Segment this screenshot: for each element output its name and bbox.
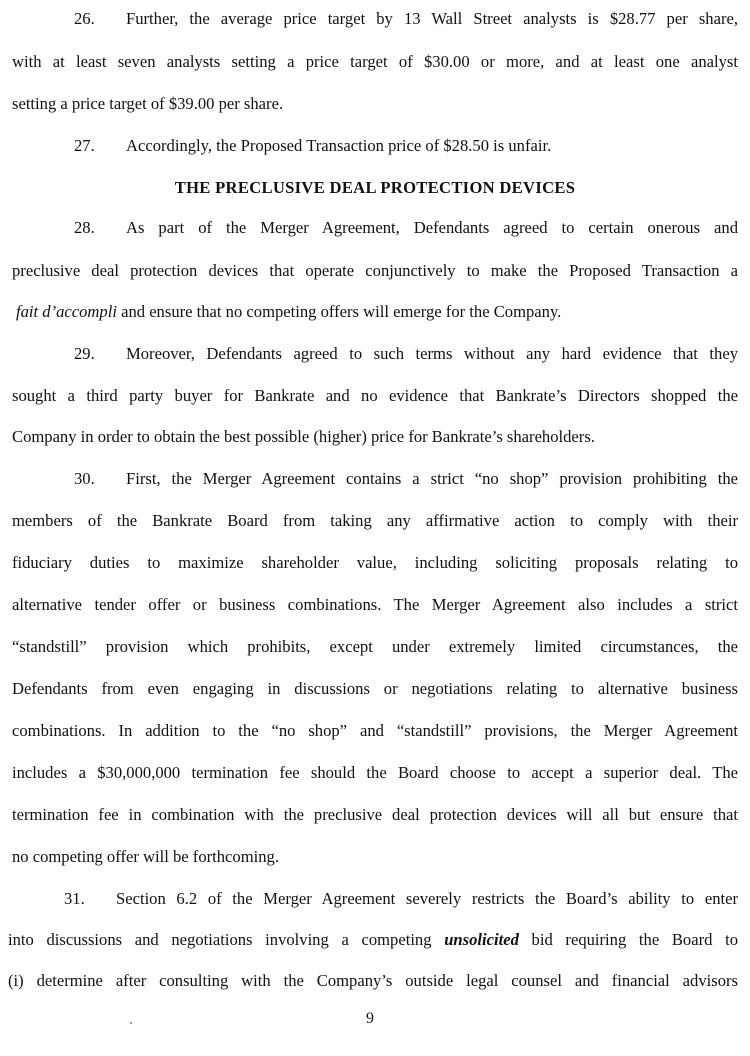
paragraph-30-line-4: alternative tender offer or business combinations. The Merger Agreement also includes a strict (12, 595, 738, 614)
paragraph-26-line-1 (74, 9, 738, 29)
paragraph-27-line-1 (74, 136, 738, 156)
paragraph-text: First, the Merger Agreement contains a strict “no shop” provision prohibiting the (126, 469, 738, 488)
paragraph-text: Further, the average price target by 13 Wall Street analysts is $28.77 per share, (126, 9, 738, 28)
paragraph-29-line-1 (74, 344, 738, 364)
paragraph-30-line-6: Defendants from even engaging in discussions or negotiations relating to alternative business (12, 679, 738, 698)
paragraph-text: into discussions and negotiations involving a competing (8, 930, 445, 949)
paragraph-30-line-3: fiduciary duties to maximize shareholder value, including soliciting proposals relating to (12, 553, 738, 572)
paragraph-text: bid requiring the Board to (518, 930, 738, 949)
paragraph-text: and ensure that no competing offers will emerge for the Company. (116, 302, 562, 321)
paragraph-28-line-1 (74, 218, 738, 238)
paragraph-26-line-2: with at least seven analysts setting a price target of $30.00 or more, and at least one analyst (12, 52, 738, 71)
paragraph-30-line-7: combinations. In addition to the “no shop” and “standstill” provisions, the Merger Agreement (12, 721, 738, 740)
emphasized-word: unsolicited (444, 930, 519, 949)
paragraph-text: Section 6.2 of the Merger Agreement severely restricts the Board’s ability to enter (116, 889, 738, 908)
paragraph-text: Moreover, Defendants agreed to such terms without any hard evidence that they (126, 344, 738, 363)
section-heading: THE PRECLUSIVE DEAL PROTECTION DEVICES (174, 178, 576, 197)
paragraph-30-line-8: includes a $30,000,000 termination fee should the Board choose to accept a superior deal. The (12, 763, 738, 782)
paragraph-29-line-2: sought a third party buyer for Bankrate and no evidence that Bankrate’s Directors shopped the (12, 386, 738, 405)
paragraph-28-line-2: preclusive deal protection devices that operate conjunctively to make the Proposed Transaction a (12, 261, 738, 280)
paragraph-26-line-3: setting a price target of $39.00 per share. (12, 94, 284, 113)
paragraph-number: 28. (74, 218, 95, 237)
paragraph-31-line-1 (64, 889, 738, 909)
paragraph-31-line-2 (8, 930, 738, 950)
paragraph-31-line-3: (i) determine after consulting with the Company’s outside legal counsel and financial advisors (8, 971, 738, 990)
paragraph-number: 29. (74, 344, 95, 363)
paragraph-28-line-3 (16, 302, 742, 322)
page-number: 9 (366, 1010, 374, 1027)
paragraph-number: 30. (74, 469, 95, 488)
paragraph-29-line-3: Company in order to obtain the best possible (higher) price for Bankrate’s shareholders. (12, 427, 595, 446)
paragraph-30-line-5: “standstill” provision which prohibits, except under extremely limited circumstances, the (12, 637, 738, 656)
paragraph-30-line-1 (74, 469, 738, 489)
paragraph-number: 27. (74, 136, 95, 155)
paragraph-30-line-9: termination fee in combination with the preclusive deal protection devices will all but ensure that (12, 805, 738, 824)
paragraph-text: Accordingly, the Proposed Transaction price of $28.50 is unfair. (126, 136, 552, 155)
paragraph-text: As part of the Merger Agreement, Defendants agreed to certain onerous and (126, 218, 738, 237)
paragraph-number: 31. (64, 889, 85, 908)
paragraph-30-line-2: members of the Bankrate Board from taking any affirmative action to comply with their (12, 511, 738, 530)
paragraph-30-line-10: no competing offer will be forthcoming. (12, 847, 279, 866)
italic-phrase: fait d’accompli (16, 302, 117, 321)
paragraph-number: 26. (74, 9, 95, 28)
